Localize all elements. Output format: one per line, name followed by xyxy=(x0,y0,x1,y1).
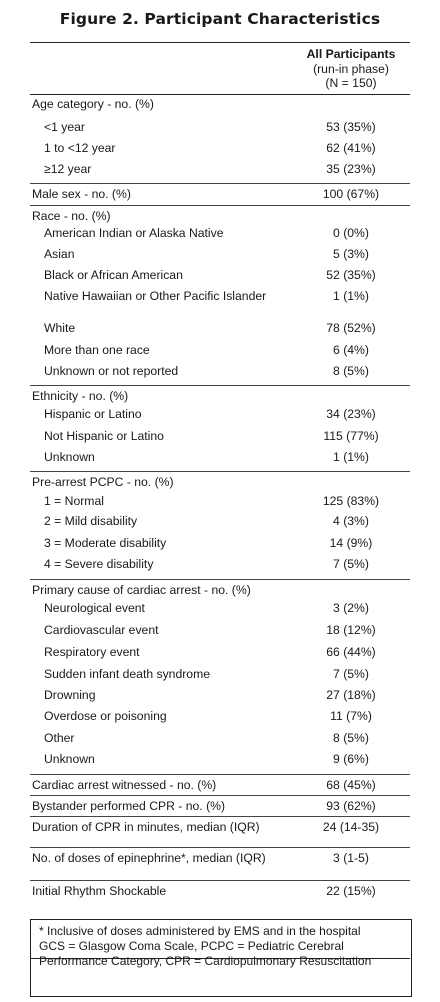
row-value: 66 (44%) xyxy=(326,645,376,659)
table-subrow xyxy=(30,343,410,364)
row-label: American Indian or Alaska Native xyxy=(44,226,224,240)
row-value: 1 (1%) xyxy=(333,450,369,464)
row-label: Cardiac arrest witnessed - no. (%) xyxy=(32,778,217,792)
row-label: More than one race xyxy=(44,343,150,357)
figure-title: Figure 2. Participant Characteristics xyxy=(59,10,381,28)
row-value: 52 (35%) xyxy=(326,268,376,282)
row-value: 62 (41%) xyxy=(326,141,376,155)
row-label: Unknown xyxy=(44,450,95,464)
footnote-line-2: GCS = Glasgow Coma Scale, PCPC = Pediatric Cerebral Performance Category, CPR = Cardiopulmonary Resuscitation xyxy=(39,939,372,968)
row-label: Pre-arrest PCPC - no. (%) xyxy=(32,475,174,489)
table-subrow xyxy=(30,623,410,645)
row-value: 3 (2%) xyxy=(333,601,369,615)
row-label: Primary cause of cardiac arrest - no. (%) xyxy=(32,583,251,597)
table-row xyxy=(30,471,410,495)
table-row xyxy=(30,795,410,817)
row-value: 11 (7%) xyxy=(330,709,372,723)
row-value: 24 (14-35) xyxy=(322,820,380,834)
table-body xyxy=(30,95,410,958)
row-label: Hispanic or Latino xyxy=(44,407,142,421)
row-label: Drowning xyxy=(44,688,96,702)
row-label: Native Hawaiian or Other Pacific Islander xyxy=(44,289,267,303)
row-label: Other xyxy=(44,731,75,745)
row-value: 125 (83%) xyxy=(322,494,380,508)
row-label: Age category - no. (%) xyxy=(32,97,154,111)
row-label: Bystander performed CPR - no. (%) xyxy=(32,799,226,813)
table-subrow xyxy=(30,162,410,183)
row-label: 4 = Severe disability xyxy=(44,557,154,571)
row-label: Initial Rhythm Shockable xyxy=(32,884,167,898)
row-label: Respiratory event xyxy=(44,645,140,659)
table-row xyxy=(30,183,410,206)
row-value: 22 (15%) xyxy=(326,884,376,898)
row-value: 7 (5%) xyxy=(333,557,369,571)
row-value: 5 (3%) xyxy=(333,247,369,261)
table-subrow xyxy=(30,731,410,752)
row-label: Asian xyxy=(44,247,75,261)
table-row xyxy=(30,97,410,119)
footnote-box xyxy=(30,919,412,997)
table-subrow xyxy=(30,536,410,557)
row-value: 27 (18%) xyxy=(326,688,376,702)
row-label: Male sex - no. (%) xyxy=(32,187,131,201)
row-value: 3 (1-5) xyxy=(333,851,369,865)
table-subrow xyxy=(30,709,410,731)
row-label: Race - no. (%) xyxy=(32,209,111,223)
row-label: Black or African American xyxy=(44,268,183,282)
row-value: 0 (0%) xyxy=(333,226,369,240)
row-label: 1 to <12 year xyxy=(44,141,116,155)
table-subrow xyxy=(30,514,410,536)
table-subrow xyxy=(30,752,410,774)
row-label: White xyxy=(44,321,76,335)
row-value: 8 (5%) xyxy=(333,364,369,378)
row-value: 7 (5%) xyxy=(333,667,369,681)
column-subtitle-phase: (run-in phase) xyxy=(313,62,389,76)
row-label: 2 = Mild disability xyxy=(44,514,138,528)
table-row xyxy=(30,847,410,881)
table-subrow xyxy=(30,120,410,141)
table-subrow xyxy=(30,645,410,667)
row-label: ≥12 year xyxy=(44,162,92,176)
table-subrow xyxy=(30,141,410,162)
table-subrow xyxy=(30,667,410,688)
table-row xyxy=(30,816,410,848)
table-subrow xyxy=(30,289,410,321)
table-row xyxy=(30,880,410,903)
table-subrow xyxy=(30,321,410,343)
table-subrow xyxy=(30,494,410,514)
row-value: 8 (5%) xyxy=(333,731,369,745)
table-row xyxy=(30,579,410,602)
row-label: Not Hispanic or Latino xyxy=(44,429,164,443)
column-subtitle-n: (N = 150) xyxy=(325,76,377,90)
row-label: 3 = Moderate disability xyxy=(44,536,167,550)
row-value: 34 (23%) xyxy=(326,407,376,421)
row-value: 14 (9%) xyxy=(329,536,373,550)
row-value: 4 (3%) xyxy=(333,514,369,528)
row-label: Ethnicity - no. (%) xyxy=(32,389,129,403)
row-label: Duration of CPR in minutes, median (IQR) xyxy=(32,820,260,834)
row-label: 1 = Normal xyxy=(44,494,104,508)
row-value: 68 (45%) xyxy=(326,778,376,792)
participant-characteristics-table xyxy=(30,42,410,959)
row-label: <1 year xyxy=(44,120,85,134)
column-title: All Participants xyxy=(306,47,396,61)
table-subrow xyxy=(30,429,410,450)
row-label: Cardiovascular event xyxy=(44,623,159,637)
row-label: Overdose or poisoning xyxy=(44,709,167,723)
row-value: 9 (6%) xyxy=(333,752,369,766)
table-row xyxy=(30,205,410,227)
row-value: 1 (1%) xyxy=(333,289,369,303)
row-value: 6 (4%) xyxy=(333,343,369,357)
row-value: 35 (23%) xyxy=(326,162,376,176)
table-subrow xyxy=(30,407,410,429)
table-subrow xyxy=(30,688,410,709)
footnote-line-1: * Inclusive of doses administered by EMS and in the hospital xyxy=(39,924,361,938)
row-label: No. of doses of epinephrine*, median (IQR) xyxy=(32,851,266,865)
table-subrow xyxy=(30,226,410,247)
row-value: 53 (35%) xyxy=(326,120,376,134)
row-value: 78 (52%) xyxy=(326,321,376,335)
row-label: Neurological event xyxy=(44,601,145,615)
table-header xyxy=(30,43,410,95)
row-label: Unknown xyxy=(44,752,95,766)
table-row xyxy=(30,385,410,408)
table-subrow xyxy=(30,601,410,623)
row-value: 93 (62%) xyxy=(326,799,376,813)
row-value: 18 (12%) xyxy=(326,623,376,637)
table-subrow xyxy=(30,557,410,579)
table-row xyxy=(30,774,410,796)
row-value: 115 (77%) xyxy=(323,429,379,443)
row-label: Sudden infant death syndrome xyxy=(44,667,211,681)
table-subrow xyxy=(30,450,410,471)
row-label: Unknown or not reported xyxy=(44,364,179,378)
row-value: 100 (67%) xyxy=(322,187,380,201)
table-subrow xyxy=(30,268,410,289)
table-subrow xyxy=(30,247,410,268)
table-subrow xyxy=(30,364,410,385)
